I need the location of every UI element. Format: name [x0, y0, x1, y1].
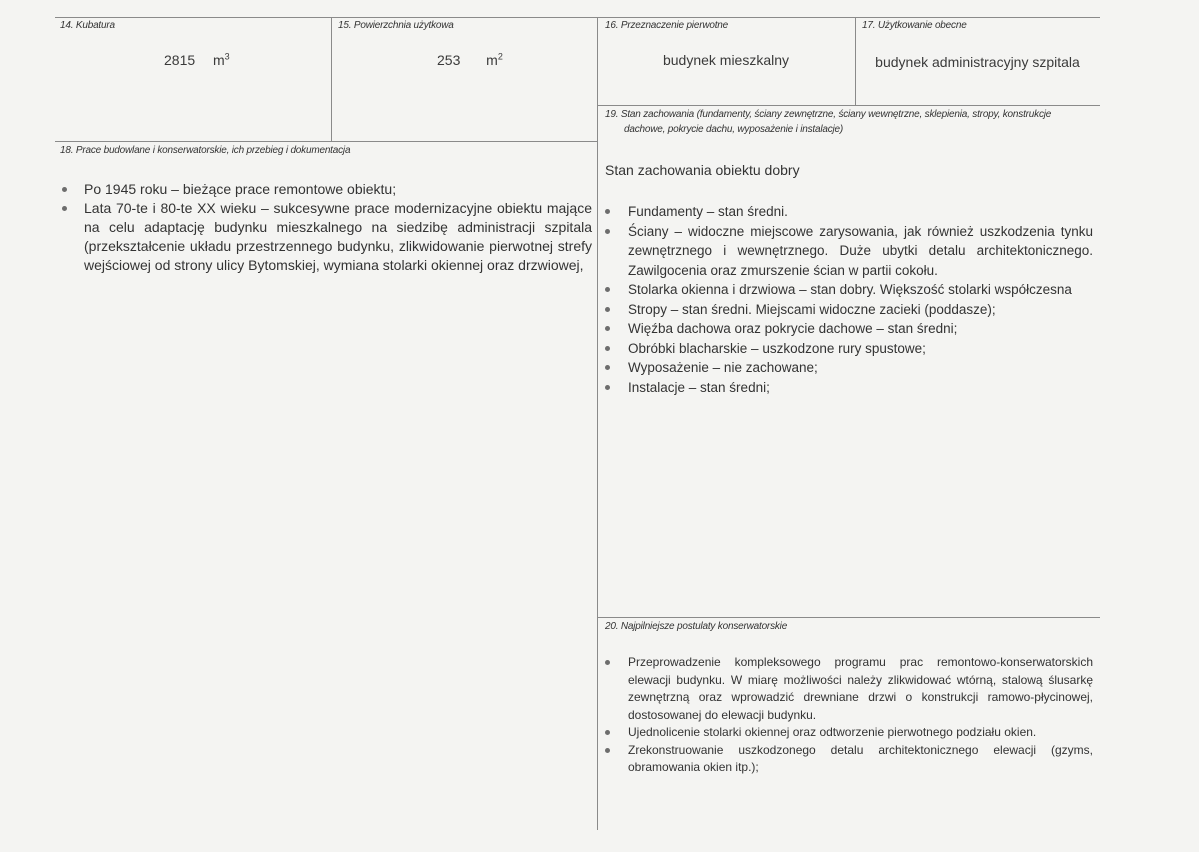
- top-border: [55, 17, 1100, 18]
- powierzchnia-value: [437, 52, 503, 68]
- kubatura-number: 2815: [164, 52, 196, 68]
- kubatura-unit: m: [212, 52, 225, 68]
- list-item: Przeprowadzenie kompleksowego programu prac remontowo-konserwatorskich elewacji budynku. W miarę możliwości należy zlikwidować wtórną, stalową ślusarkę zewnętrzną oraz wprowadzić drewniane drzwi o konstrukcji ramowo-płycinowej, dostosowanej do elewacji budynku.: [605, 654, 1093, 724]
- postulaty-label: 20. Najpilniejsze postulaty konserwatorskie: [605, 621, 788, 632]
- list-item: Instalacje – stan średni;: [605, 378, 1093, 398]
- list-item: Stropy – stan średni. Miejscami widoczne zacieki (poddasze);: [605, 300, 1093, 320]
- kubatura-value: [164, 52, 230, 68]
- stan-zachowania-label-line2: dachowe, pokrycie dachu, wyposażenie i instalacje): [624, 124, 844, 135]
- stan-zachowania-list: [605, 202, 1093, 397]
- list-item: Obróbki blacharskie – uszkodzone rury spustowe;: [605, 339, 1093, 359]
- list-item: Fundamenty – stan średni.: [605, 202, 1093, 222]
- list-item: Stolarka okienna i drzwiowa – stan dobry. Większość stolarki współczesna: [605, 280, 1093, 300]
- powierzchnia-label: 15. Powierzchnia użytkowa: [338, 20, 454, 31]
- list-item: Ściany – widoczne miejscowe zarysowania, jak również uszkodzenia tynku zewnętrznego i wewnętrznego. Duże ubytki detalu architektonicznego. Zawilgocenia oraz zmurszenie ścian w partii cokołu.: [605, 222, 1093, 281]
- list-item: Zrekonstruowanie uszkodzonego detalu architektonicznego elewacji (gzyms, obramowania okien itp.);: [605, 742, 1093, 777]
- przeznaczenie-value: budynek mieszkalny: [662, 52, 790, 68]
- kubatura-label: 14. Kubatura: [60, 20, 115, 31]
- list-item: Ujednolicenie stolarki okiennej oraz odtworzenie pierwotnego podziału okien.: [605, 724, 1093, 742]
- powierzchnia-unit-exponent: 2: [497, 51, 503, 62]
- border-above-19: [597, 105, 1100, 106]
- prace-budowlane-label: 18. Prace budowlane i konserwatorskie, ich przebieg i dokumentacja: [60, 145, 351, 156]
- border-above-18: [55, 141, 597, 142]
- postulaty-list: [605, 654, 1093, 777]
- stan-zachowania-summary: Stan zachowania obiektu dobry: [605, 162, 800, 178]
- stan-zachowania-label-line1: 19. Stan zachowania (fundamenty, ściany zewnętrzne, ściany wewnętrzne, sklepienia, stropy, konstrukcje: [605, 109, 1052, 120]
- uzytkowanie-value: budynek administracyjny szpitala: [875, 54, 1080, 70]
- list-item: Więźba dachowa oraz pokrycie dachowe – stan średni;: [605, 319, 1093, 339]
- uzytkowanie-label: 17. Użytkowanie obecne: [862, 20, 967, 31]
- list-item: Po 1945 roku – bieżące prace remontowe obiektu;: [62, 180, 592, 199]
- divider-14-15: [331, 17, 332, 141]
- przeznaczenie-label: 16. Przeznaczenie pierwotne: [605, 20, 729, 31]
- list-item: Wyposażenie – nie zachowane;: [605, 358, 1093, 378]
- divider-15-16: [597, 17, 598, 830]
- list-item: Lata 70-te i 80-te XX wieku – sukcesywne prace modernizacyjne obiektu mające na celu adaptację budynku mieszkalnego na siedzibę administracji szpitala (przekształcenie układu przestrzennego budynku, zlikwidowanie pierwotnej strefy wejściowej od strony ulicy Bytomskiej, wymiana stolarki okiennej oraz drzwiowej,: [62, 199, 592, 275]
- border-above-20: [597, 617, 1100, 618]
- kubatura-unit-exponent: 3: [224, 51, 230, 62]
- prace-budowlane-list: [62, 180, 592, 275]
- powierzchnia-number: 253: [437, 52, 461, 68]
- powierzchnia-unit: m: [486, 52, 498, 68]
